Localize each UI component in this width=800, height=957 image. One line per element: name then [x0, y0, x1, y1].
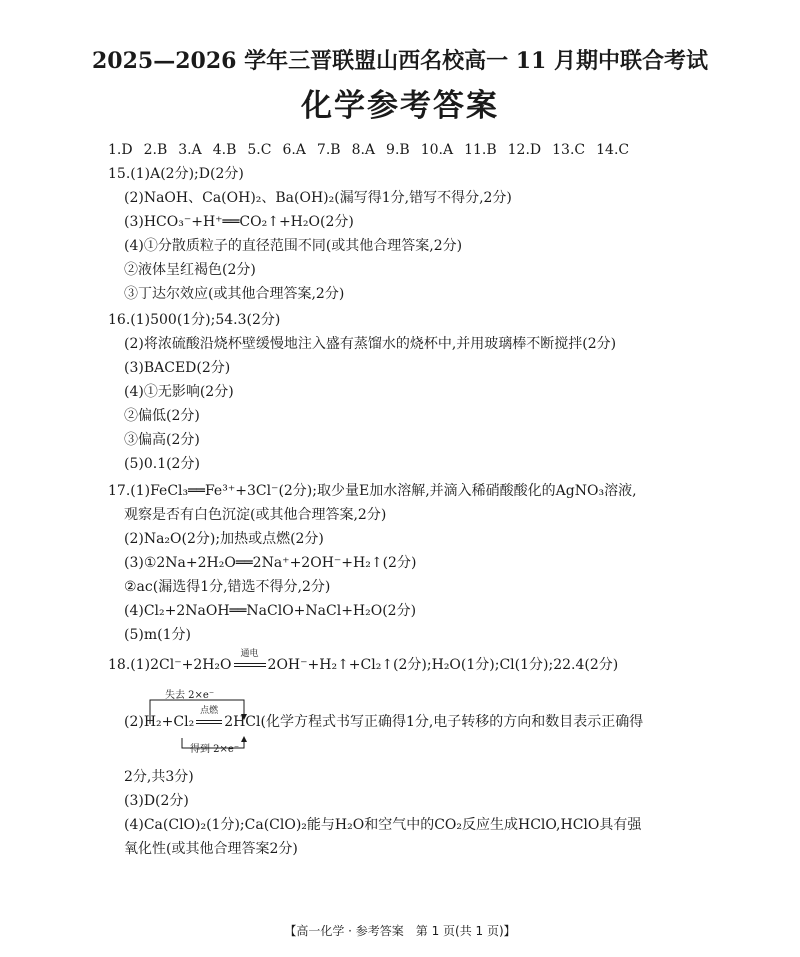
answer-key-title: 化学参考答案 — [301, 88, 499, 124]
q16-line-2: (2)将浓硫酸沿烧杯壁缓慢地注入盛有蒸馏水的烧杯中,并用玻璃棒不断搅拌(2分) — [124, 336, 617, 352]
q17-line-4: (3)①2Na+2H₂O══2Na⁺+2OH⁻+H₂↑(2分) — [124, 555, 417, 571]
mcq-answer: 7.B — [316, 142, 341, 158]
mcq-answer: 12.D — [507, 142, 542, 158]
arrow-head-icon — [241, 736, 247, 742]
q15-line-1: 15.(1)A(2分);D(2分) — [108, 166, 244, 182]
mcq-answer: 2.B — [143, 142, 168, 158]
multiple-choice-answers — [108, 140, 640, 160]
q16-line-7: (5)0.1(2分) — [124, 456, 200, 472]
mcq-answer: 14.C — [596, 142, 630, 158]
condition-label: 点燃 — [200, 706, 219, 716]
mcq-answer: 3.A — [178, 142, 202, 158]
mcq-answer: 6.A — [282, 142, 306, 158]
q15-line-6: ③丁达尔效应(或其他合理答案,2分) — [124, 286, 345, 302]
q15-line-4: (4)①分散质粒子的直径范围不同(或其他合理答案,2分) — [124, 238, 463, 254]
mcq-answer: 8.A — [351, 142, 376, 158]
q18-line-4: (3)D(2分) — [124, 793, 189, 809]
gain-electron-label: 得到 2×e⁻ — [190, 744, 240, 755]
q18-line-6: 氧化性(或其他合理答案2分) — [124, 841, 298, 857]
q17-line-3: (2)Na₂O(2分);加热或点燃(2分) — [124, 531, 324, 547]
q15-line-2: (2)NaOH、Ca(OH)₂、Ba(OH)₂(漏写得1分,错写不得分,2分) — [124, 190, 512, 206]
mcq-answer: 9.B — [386, 142, 410, 158]
q16-line-3: (3)BACED(2分) — [124, 360, 231, 376]
q17-line-2: 观察是否有白色沉淀(或其他合理答案,2分) — [124, 507, 387, 523]
exam-title: 2025—2026 学年三晋联盟山西名校高一 11 月期中联合考试 — [91, 48, 709, 74]
q18-line-1 — [108, 649, 619, 675]
q15-line-5: ②液体呈红褐色(2分) — [124, 262, 256, 278]
reaction-condition-arrow — [194, 706, 224, 732]
page-footer: 【高一化学 · 参考答案 第 1 页(共 1 页)】 — [284, 924, 516, 938]
mcq-answer: 5.C — [247, 142, 272, 158]
condition-label: 通电 — [240, 649, 259, 659]
q17-line-5: ②ac(漏选得1分,错选不得分,2分) — [124, 579, 331, 595]
q16-line-4: (4)①无影响(2分) — [124, 384, 234, 400]
q16-line-1: 16.(1)500(1分);54.3(2分) — [108, 312, 281, 328]
q18-line-5: (4)Ca(ClO)₂(1分);Ca(ClO)₂能与H₂O和空气中的CO₂反应生成HClO,HClO具有强 — [124, 817, 642, 833]
q16-line-5: ②偏低(2分) — [124, 408, 200, 424]
q17-line-1: 17.(1)FeCl₃══Fe³⁺+3Cl⁻(2分);取少量E加水溶解,并滴入稀硝酸酸化的AgNO₃溶液, — [108, 483, 637, 499]
q16-line-6: ③偏高(2分) — [124, 432, 200, 448]
mcq-answer: 13.C — [552, 142, 586, 158]
q18-eq2-text: 2HCl(化学方程式书写正确得1分,电子转移的方向和数目表示正确得 — [224, 714, 644, 730]
q15-line-3: (3)HCO₃⁻+H⁺══CO₂↑+H₂O(2分) — [124, 214, 354, 230]
q18-line-2 — [124, 706, 644, 732]
q18-eq-reactants: 18.(1)2Cl⁻+2H₂O — [108, 657, 232, 673]
q18-eq-products: 2OH⁻+H₂↑+Cl₂↑(2分);H₂O(1分);Cl(1分);22.4(2分) — [267, 657, 619, 673]
mcq-answer: 1.D — [108, 142, 133, 158]
q17-line-6: (4)Cl₂+2NaOH══NaClO+NaCl+H₂O(2分) — [124, 603, 417, 619]
mcq-answer: 10.A — [420, 142, 454, 158]
mcq-answer: 4.B — [212, 142, 237, 158]
q18-line-3: 2分,共3分) — [124, 769, 194, 785]
q17-line-7: (5)m(1分) — [124, 627, 191, 643]
lose-electron-label: 失去 2×e⁻ — [165, 690, 215, 701]
q18-eq2-reactants: (2)H₂+Cl₂ — [124, 714, 195, 730]
reaction-condition-arrow — [232, 649, 268, 675]
mcq-answer: 11.B — [464, 142, 497, 158]
